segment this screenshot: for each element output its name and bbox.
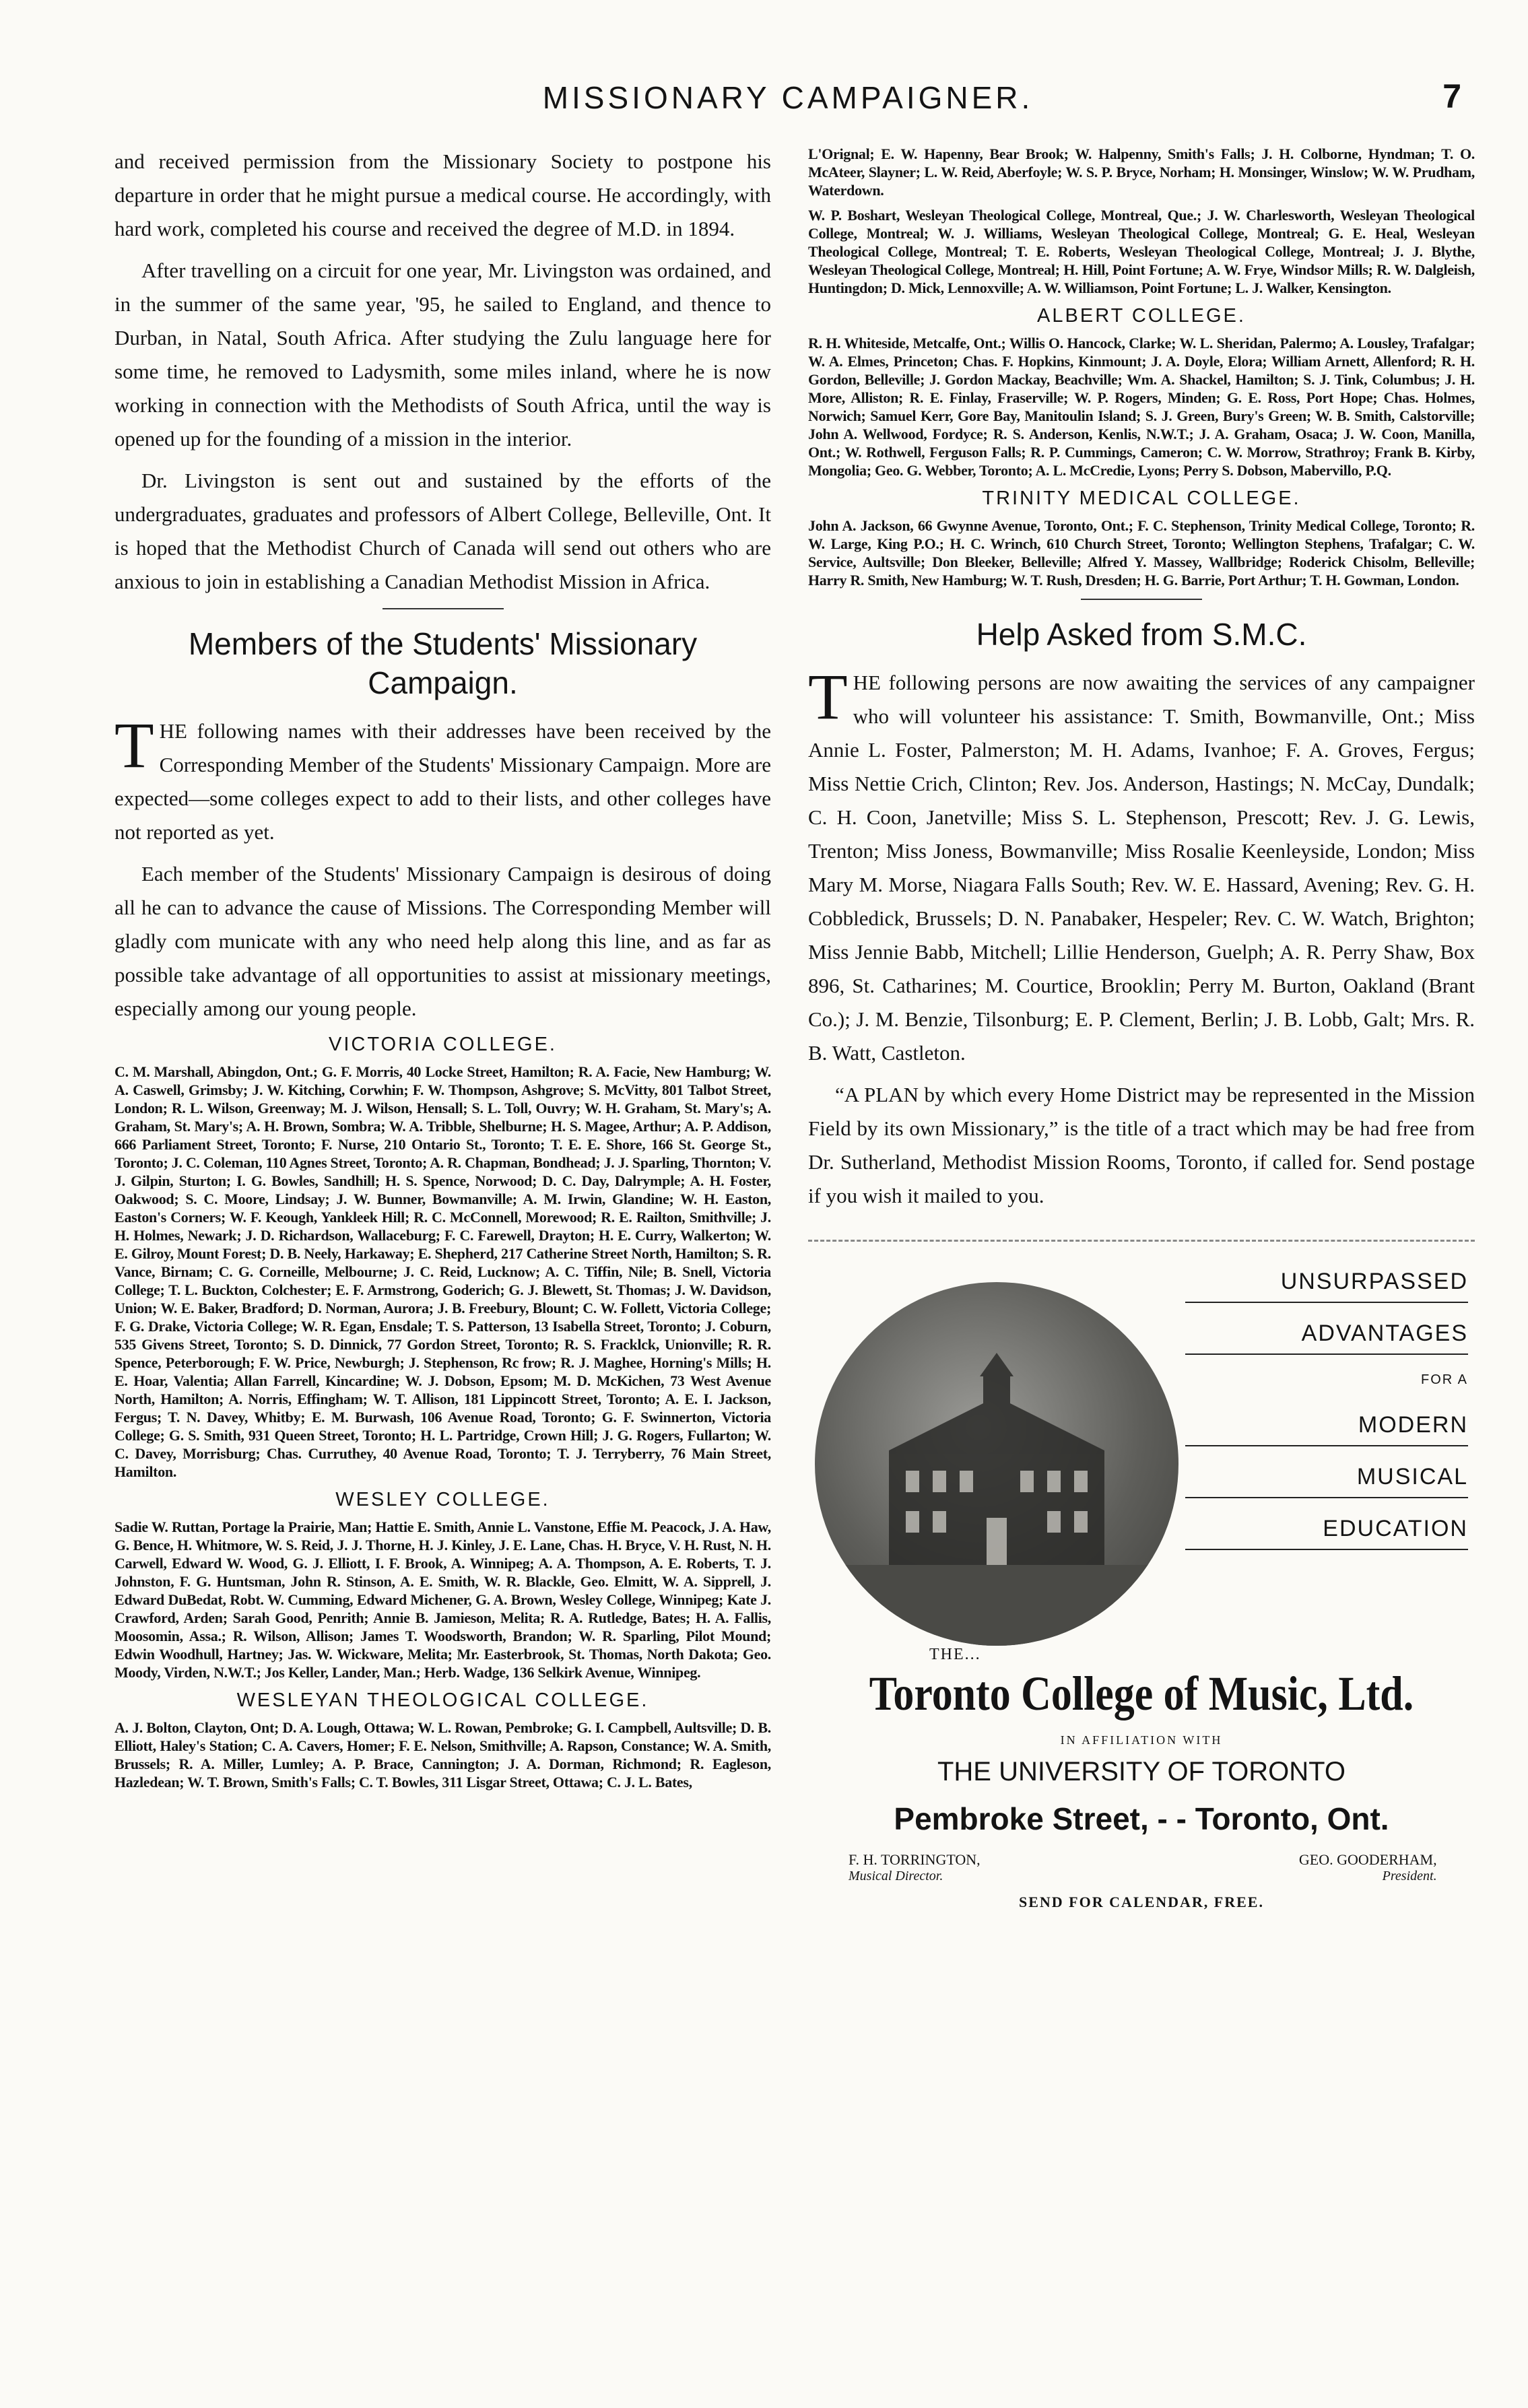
trinity-list: John A. Jackson, 66 Gwynne Avenue, Toronto, Ont.; F. C. Stephenson, Trinity Medical College, Toronto; R. W. Large, King P.O.; H. C. Wrinch, 610 Church Street, Toronto; Wellington Stephens, Trafalgar; C. W. Service, Aultsville; Don Bleeker, Belleville; Alfred Y. Massey, Wallbridge; Roderick Chisolm, Belleville; Harry R. Smith, New Hamburg; W. T. Rush, Dresden; H. G. Barrie, Port Arthur; T. H. Gowman, London. xyxy=(808,517,1475,589)
intro-paragraph-1: and received permission from the Missionary Society to postpone his departure in order that he might pursue a medical course. He accordingly, with hard work, completed his course and received the degree of M.D. in 1894. xyxy=(114,149,771,240)
officer-name: F. H. TORRINGTON, xyxy=(849,1851,981,1868)
officer-right xyxy=(1143,1851,1437,1884)
continuation-list-2: W. P. Boshart, Wesleyan Theological College, Montreal, Que.; J. W. Charlesworth, Wesleyan Theological College, Montreal; W. J. Williams, Wesleyan Theological College, Montreal; G. E. Heal, Wesleyan Theological College, Montreal; T. E. Roberts, Wesleyan Theological College, Montreal; J. J. Blythe, Wesleyan Theological College, Montreal; H. Hill, Point Fortune; A. W. Frye, Windsor Mills; R. W. Dalgleish, Huntingdon; D. Mick, Lennoxville; A. W. Williamson, Point Fortune; L. J. Walker, Kensington. xyxy=(808,207,1475,296)
affiliation-line: IN AFFILIATION WITH xyxy=(1060,1733,1223,1747)
dropcap: T xyxy=(114,709,154,781)
left-column xyxy=(114,145,771,2347)
help-text: HE following persons are now awaiting the services of any campaigner who will volunteer his assistance: T. Smith, Bowmanville, Ont.; Miss Annie L. Foster, Palmerston; M. H. Adams, Ivanhoe; F. A. Groves, Fergus; Miss Nettie Crich, Clinton; Rev. Jos. Anderson, Hastings; N. McCay, Dundalk; C. H. Coon, Janetville; Miss S. L. Stephenson, Prescott; Rev. J. G. Lewis, Trenton; Miss Joness, Bowmanville; Miss Rosalie Keenleyside, London; Miss Mary M. Morse, Niagara Falls South; Rev. W. E. Hassard, Avening; Rev. G. H. Cobbledick, Brussels; D. N. Panabaker, Hespeler; Rev. C. W. Watch, Brighton; Miss Jennie Babb, Mitchell; Lillie Henderson, Guelph; A. R. Perry Shaw, Box 896, St. Catharines; M. Courtice, Brooklin; Perry M. Burton, Oakland (Brant Co.); J. M. Benzie, Tilsonburg; E. P. Clement, Berlin; J. B. Lobb, Galt; Mrs. R. B. Watt, Castleton. xyxy=(808,671,1475,1065)
ad-word: MUSICAL xyxy=(1185,1464,1468,1498)
members-text-1: HE following names with their addresses have been received by the Corresponding Member of the Students' Missionary Campaign. More are expected—some colleges expect to add to their lists, and other colleges have not reported as yet. xyxy=(114,719,771,844)
officer-left xyxy=(849,1851,1143,1884)
wesleyan-list: A. J. Bolton, Clayton, Ont; D. A. Lough, Ottawa; W. L. Rowan, Pembroke; G. I. Campbell, Aultsville; D. B. Elliott, Haley's Station; C. A. Cavers, Homer; F. E. Nelson, Smithville; A. Rapson, Constance; W. A. Smith, Brussels; R. A. Miller, Lumley; A. P. Brace, Cannington; J. A. Dorman, Richmond; R. Eagleson, Hazledean; W. T. Brown, Smith's Falls; C. T. Bowles, 311 Lisgar Street, Ottawa; C. J. L. Bates, xyxy=(114,1719,771,1791)
divider xyxy=(1081,599,1202,600)
ad-word: ADVANTAGES xyxy=(1185,1320,1468,1355)
ad-the: THE... xyxy=(929,1646,981,1663)
page-number: 7 xyxy=(1442,77,1461,115)
albert-heading: ALBERT COLLEGE. xyxy=(1037,305,1246,327)
building-engraving xyxy=(815,1282,1178,1646)
victoria-list: C. M. Marshall, Abingdon, Ont.; G. F. Morris, 40 Locke Street, Hamilton; R. A. Facie, New Hamburg; W. A. Caswell, Grimsby; J. W. Kitching, Corwhin; F. W. Thompson, Ashgrove; S. McVitty, 801 Talbot Street, London; R. L. Wilson, Greenway; M. J. Wilson, Hensall; S. L. Toll, Ouvry; W. H. Graham, St. Mary's; A. Graham, St. Mary's; A. H. Brown, Sombra; W. A. Tribble, Shelburne; H. S. Magee, Arthur; A. P. Addison, 666 Parliament Street, Toronto; F. Nurse, 210 Ontario St., Toronto; T. E. E. Shore, 166 St. George St., Toronto; J. C. Coleman, 110 Agnes Street, Toronto; A. R. Chapman, Bondhead; J. J. Sparling, Thornton; V. J. Gilpin, Sturton; I. G. Bowles, Sandhill; H. S. Spence, Norwood; D. C. Day, Dalrymple; A. H. Foster, Oakwood; S. C. Moore, Lindsay; J. W. Bunner, Bowmanville; A. M. Irwin, Glandine; W. H. Easton, Easton's Corners; W. F. Keough, Yankleek Hill; R. C. McConnell, Morewood; R. E. Railton, Smithville; J. H. Holmes, Newark; J. D. Richardson, Wallaceburg; F. C. Farewell, Drayton; H. E. Curry, Walkerton; W. E. Gilroy, Mount Forest; D. B. Neely, Harkaway; E. Shepherd, 217 Catherine Street North, Hamilton; S. R. Vance, Birnam; C. G. Corneille, Melbourne; J. C. Reid, Lucknow; A. C. Tiffin, Nile; B. Snell, Victoria College; T. L. Buckton, Colchester; E. F. Armstrong, Goderich; G. J. Blewett, St. Thomas; J. W. Davidson, Union; W. E. Baker, Bradford; D. Norman, Aurora; J. B. Freebury, Blount; C. W. Follett, Victoria College; F. G. Drake, Victoria College; W. R. Egan, Ensdale; T. S. Patterson, 13 Isabella Street, Toronto; J. Coburn, 535 Givens Street, Toronto; S. D. Dinnick, 77 Gordon Street, Toronto; R. S. Fracklck, Unionville; R. R. Spence, Peterborough; F. W. Price, Newburgh; J. Stephenson, Rc frow; R. J. Maghee, Horning's Mills; H. E. Hoar, Valentia; Allan Farrell, Kincardine; W. J. Dobson, Epsom; M. D. McKichen, 73 West Avenue North, Hamilton; A. Norris, Effingham; W. T. Allison, 181 Lippincott Street, Toronto; A. E. I. Jackson, Fergus; T. N. Davey, Whitby; E. M. Burwash, 106 Avenue Road, Toronto; G. F. Swinnerton, Victoria College; G. S. Smith, 931 Queen Street, Toronto; H. L. Partridge, Crown Hill; J. G. Rogers, Fullarton; W. C. Davey, Morrisburg; Chas. Curruthey, 40 Avenue Road, Toronto; T. J. Terryberry, 76 Main Street, Hamilton. xyxy=(114,1063,771,1480)
intro-paragraph-2: After travelling on a circuit for one year, Mr. Livingston was ordained, and in the summer of the same year, '95, he sailed to England, and thence to Durban, in Natal, South Africa. After studying the Zulu language here for some time, he removed to Ladysmith, some miles inland, where he is now working in connection with the Methodists of South Africa, until the way is opened up for the founding of a mission in the interior. xyxy=(114,259,771,450)
officer-role: Musical Director. xyxy=(849,1869,943,1883)
music-college-advertisement xyxy=(808,1240,1475,1915)
right-column xyxy=(808,145,1475,2347)
intro-paragraph-3: Dr. Livingston is sent out and sustained by the efforts of the undergraduates, graduates and professors of Albert College, Belleville, Ont. It is hoped that the Methodist Church of Canada will send out others who are anxious to join in establishing a Canadian Methodist Mission in Africa. xyxy=(114,469,771,593)
officer-role: President. xyxy=(1382,1869,1437,1883)
trinity-heading: TRINITY MEDICAL COLLEGE. xyxy=(982,488,1301,509)
ad-word: UNSURPASSED xyxy=(1185,1269,1468,1303)
wesleyan-heading: WESLEYAN THEOLOGICAL COLLEGE. xyxy=(236,1690,649,1711)
plan-paragraph: “A PLAN by which every Home District may be represented in the Mission Field by its own Missionary,” is the title of a tract which may be had free from Dr. Sutherland, Methodist Mission Rooms, Toronto, if called for. Send postage if you wish it mailed to you. xyxy=(808,1083,1475,1207)
help-heading: Help Asked from S.M.C. xyxy=(976,617,1307,652)
members-paragraph-1 xyxy=(114,709,771,849)
officer-name: GEO. GOODERHAM, xyxy=(1298,1851,1437,1868)
college-address: Pembroke Street, - - Toronto, Ont. xyxy=(894,1801,1389,1836)
help-paragraph xyxy=(808,661,1475,1070)
members-heading: Members of the Students' Missionary Campaign. xyxy=(188,626,698,700)
wesley-list: Sadie W. Ruttan, Portage la Prairie, Man; Hattie E. Smith, Annie L. Vanstone, Effie M. Peacock, J. A. Haw, G. Bence, H. Whitmore, W. S. Reid, J. J. Thorne, H. J. Kinley, J. E. Lane, Chas. H. Bryce, V. H. Rust, N. H. Carwell, Edward W. Wood, G. J. Elliott, I. F. Brook, A. Winnipeg; A. A. Thompson, A. E. Roberts, T. J. Johnston, F. G. Huntsman, John R. Stinson, A. E. Smith, W. R. Blackle, Geo. Elmitt, W. A. Sipprell, J. Edward DuBedat, Robt. W. Cumming, Edward Michener, G. A. Brown, Wesley College, Winnipeg; Kate J. Crawford, Arden; Sarah Good, Penrith; Annie B. Jamieson, Melita; R. A. Rutledge, Bates; H. A. Fallis, Moosomin, Assa.; R. Wilson, Allison; James T. Woodsworth, Brandon; W. R. Sparling, Pilot Mound; Edwin Woodhull, Hartney; Jas. W. Wickware, Melita; Mr. Easterbrook, St. Thomas, North Dakota; Geo. Moody, Virden, N.W.T.; Jos Keller, Lander, Man.; Herb. Wadge, 136 Selkirk Avenue, Winnipeg. xyxy=(114,1518,771,1681)
ad-slogan xyxy=(1185,1269,1468,1568)
victoria-heading: VICTORIA COLLEGE. xyxy=(329,1034,557,1055)
send-for-calendar: SEND FOR CALENDAR, FREE. xyxy=(1019,1894,1264,1910)
continuation-list: L'Orignal; E. W. Hapenny, Bear Brook; W. Halpenny, Smith's Falls; J. H. Colborne, Hyndman; T. O. McAteer, Slayner; L. W. Reid, Aberfoyle; W. S. P. Bryce, Norham; H. Monsinger, Winslow; W. W. Prudham, Waterdown. xyxy=(808,145,1475,199)
members-paragraph-2: Each member of the Students' Missionary Campaign is desirous of doing all he can to advance the cause of Missions. The Corresponding Member will gladly com municate with any who need help along this line, and as far as possible take advantage of all opportunities to assist at missionary meetings, especially among our young people. xyxy=(114,862,771,1020)
university-name: THE UNIVERSITY OF TORONTO xyxy=(937,1757,1346,1786)
dropcap: T xyxy=(808,661,848,733)
page-header xyxy=(114,79,1461,133)
ad-officers xyxy=(849,1851,1461,1884)
ad-word: MODERN xyxy=(1185,1412,1468,1446)
running-title: MISSIONARY CAMPAIGNER. xyxy=(542,80,1034,115)
ad-word: EDUCATION xyxy=(1185,1516,1468,1550)
wesley-heading: WESLEY COLLEGE. xyxy=(335,1489,550,1510)
albert-list: R. H. Whiteside, Metcalfe, Ont.; Willis O. Hancock, Clarke; W. L. Sheridan, Palermo; A. Lousley, Trafalgar; W. A. Elmes, Princeton; Chas. F. Hopkins, Kinmount; J. A. Doyle, Elora; William Arnett, Allenford; R. H. Gordon, Belleville; J. Gordon Mackay, Beachville; Wm. A. Shackel, Hamilton; S. J. Tink, Columbus; J. H. More, Alliston; R. E. Finlay, Fraserville; W. P. Rogers, Minden; G. E. Ross, Port Hope; Chas. Holmes, Norwich; Samuel Kerr, Gore Bay, Manitoulin Island; S. J. Green, Bury's Green; W. B. Smith, Calstorville; John A. Wellwood, Fordyce; R. S. Anderson, Kenlis, N.W.T.; J. A. Graham, Osaca; J. W. Coon, Manilla, Ont.; W. Rothwell, Ferguson Falls; R. P. Cummings, Cameron; C. W. Morrow, Strathroy; Frank B. Kirby, Mongolia; Geo. G. Webber, Toronto; A. L. McCredie, Lyons; Perry S. Dobson, Mabervillo, P.Q. xyxy=(808,335,1475,479)
ad-word: FOR A xyxy=(1420,1372,1468,1387)
college-building-illustration xyxy=(815,1282,1178,1646)
college-name: Toronto College of Music, Ltd. xyxy=(869,1667,1414,1720)
divider xyxy=(383,608,504,609)
